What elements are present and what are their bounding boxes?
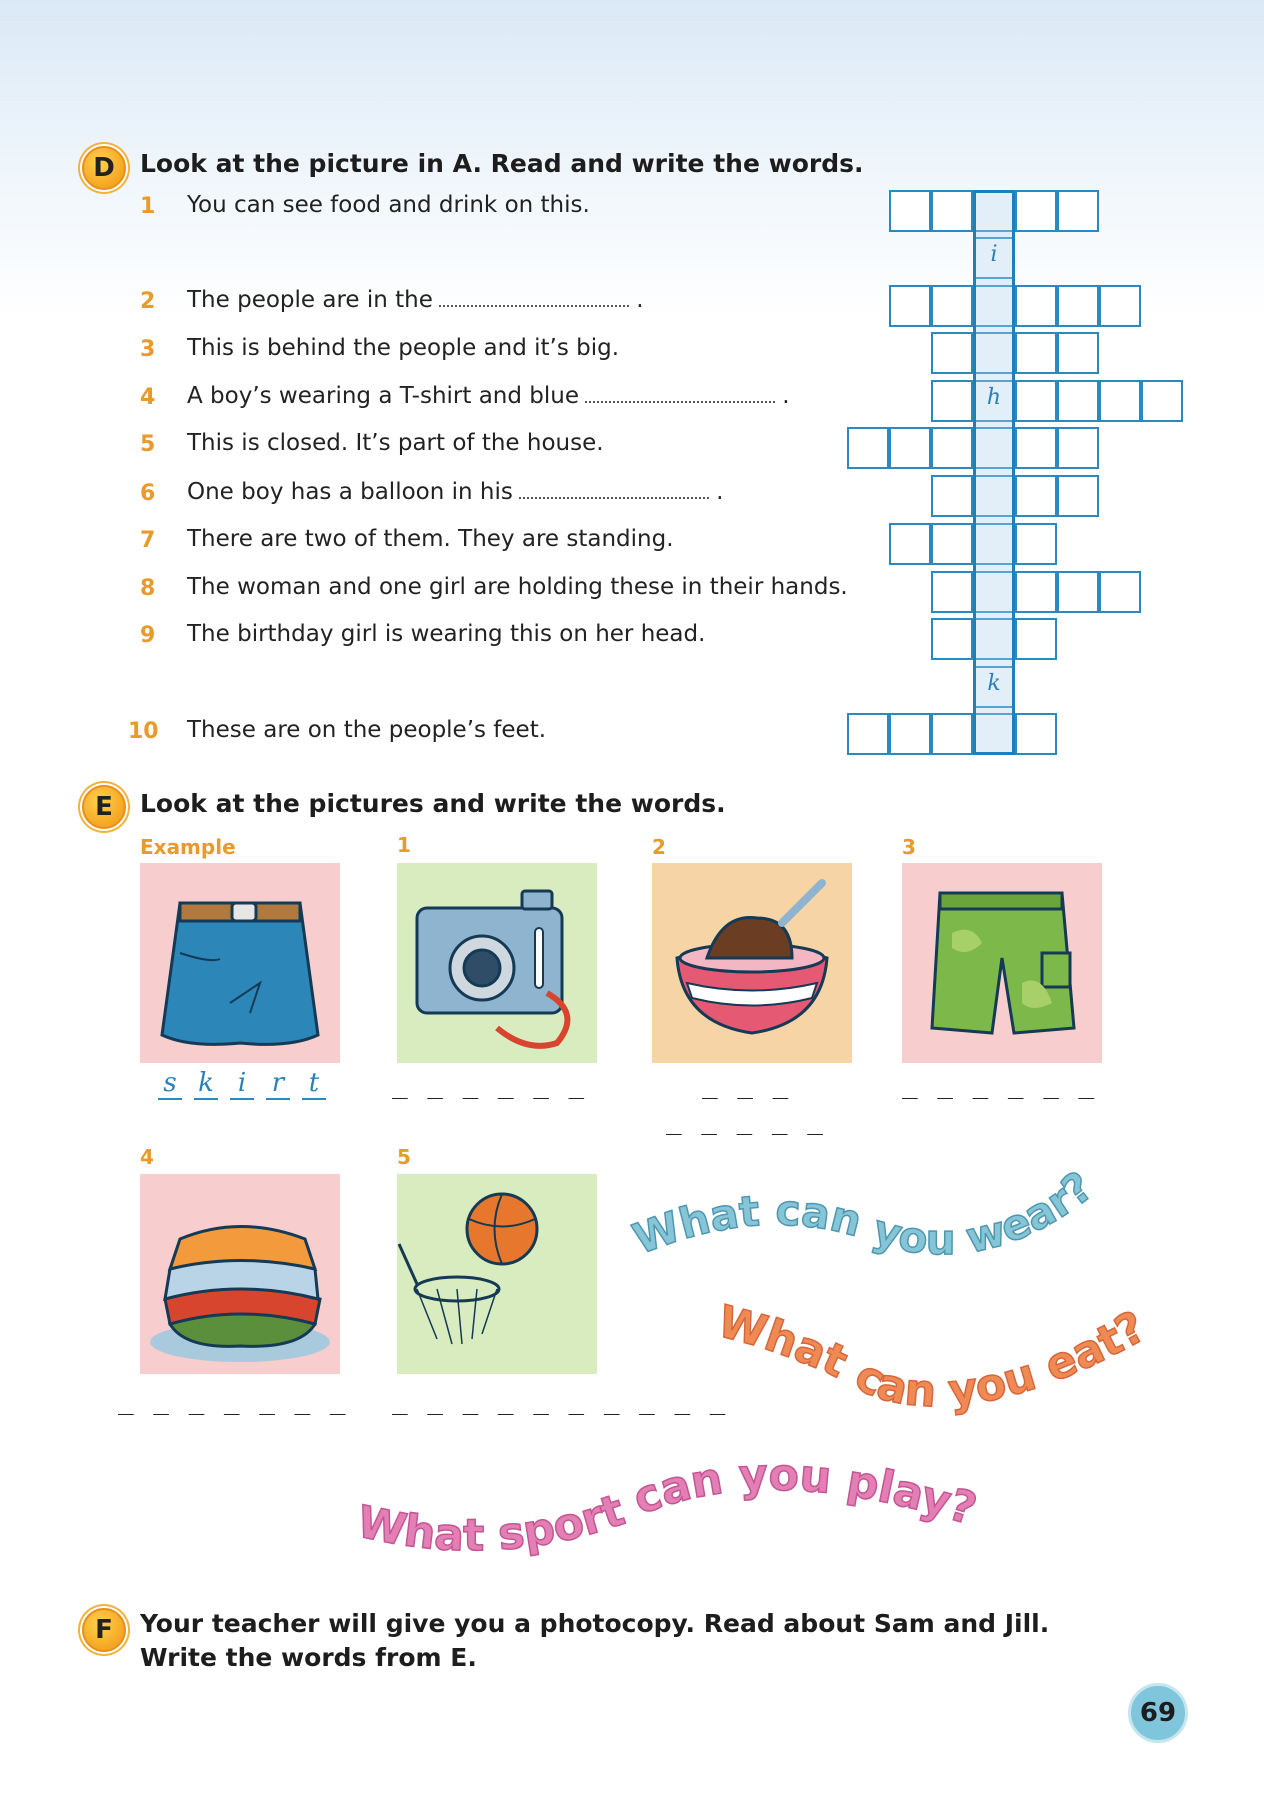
crossword-cell[interactable] — [1015, 332, 1057, 374]
crossword-cell[interactable] — [889, 190, 931, 232]
crossword-cell[interactable] — [1057, 427, 1099, 469]
clothes-pile-picture — [140, 1174, 340, 1374]
answer-letter: s — [158, 1068, 182, 1100]
question-text: A boy’s wearing a T-shirt and blue . — [187, 383, 790, 409]
crossword-cell[interactable] — [1015, 618, 1057, 660]
question-text: These are on the people’s feet. — [187, 717, 547, 743]
wear-phrase — [620, 1150, 1140, 1280]
question-number: 4 — [140, 385, 156, 410]
sport-phrase-text: What sport can you play? — [352, 1449, 983, 1562]
item-number: 1 — [397, 833, 411, 857]
answer-blanks[interactable]: _ _ _ _ _ — [666, 1106, 825, 1136]
answer-letter: t — [302, 1068, 326, 1100]
crossword-cell[interactable] — [931, 285, 973, 327]
crossword-cell[interactable] — [889, 285, 931, 327]
crossword-cell[interactable] — [847, 713, 889, 755]
skirt-picture — [140, 863, 340, 1063]
example-answer — [158, 1068, 326, 1100]
crossword-cell[interactable] — [889, 427, 931, 469]
question-text: One boy has a balloon in his . — [187, 479, 724, 505]
crossword-cell[interactable] — [1099, 380, 1141, 422]
question-number: 3 — [140, 337, 156, 362]
question-number: 1 — [140, 194, 156, 219]
crossword-cell[interactable] — [1015, 571, 1057, 613]
question-number: 9 — [140, 623, 156, 648]
crossword-cell[interactable] — [1057, 332, 1099, 374]
page-number: 69 — [1128, 1683, 1188, 1743]
crossword-cell[interactable] — [931, 571, 973, 613]
answer-dotted-line[interactable] — [519, 481, 709, 499]
svg-text:What sport can you play? — [353, 1450, 982, 1562]
ice-cream-bowl-picture — [652, 863, 852, 1063]
section-f-badge: F — [82, 1608, 126, 1652]
wear-phrase-text: What can you wear? — [626, 1161, 1102, 1265]
crossword-cell[interactable] — [1015, 713, 1057, 755]
question-number: 10 — [128, 719, 159, 744]
crossword-cell[interactable] — [1099, 285, 1141, 327]
crossword-cell[interactable] — [889, 713, 931, 755]
answer-dotted-line[interactable] — [585, 385, 775, 403]
eat-phrase — [700, 1295, 1180, 1445]
crossword-cell[interactable] — [1141, 380, 1183, 422]
item-number: 5 — [397, 1145, 411, 1169]
crossword-cell[interactable] — [931, 332, 973, 374]
answer-dotted-line[interactable] — [439, 289, 629, 307]
question-text: This is closed. It’s part of the house. — [187, 430, 604, 456]
question-text-content: One boy has a balloon in his — [187, 479, 513, 505]
crossword-cell[interactable] — [931, 618, 973, 660]
camera-picture — [397, 863, 597, 1063]
section-f-line2: Write the words from E. — [140, 1643, 477, 1672]
crossword-cell[interactable] — [1015, 285, 1057, 327]
item-number: 3 — [902, 835, 916, 859]
crossword-cell[interactable] — [1099, 571, 1141, 613]
question-number: 7 — [140, 528, 156, 553]
example-label: Example — [140, 835, 236, 859]
crossword-cell[interactable] — [1015, 475, 1057, 517]
answer-blanks[interactable]: _ _ _ _ _ _ _ — [118, 1386, 348, 1416]
section-d-heading: Look at the picture in A. Read and write the words. — [140, 149, 864, 178]
question-number: 8 — [140, 576, 156, 601]
shorts-picture — [902, 863, 1102, 1063]
crossword-cell[interactable] — [1015, 427, 1057, 469]
item-number: 4 — [140, 1145, 154, 1169]
svg-text:What can you eat? — [712, 1296, 1154, 1418]
crossword-cell[interactable] — [1015, 523, 1057, 565]
answer-blanks[interactable]: _ _ _ — [702, 1070, 791, 1100]
crossword-cell[interactable] — [1057, 571, 1099, 613]
answer-blanks[interactable]: _ _ _ _ _ _ — [392, 1070, 587, 1100]
question-text: There are two of them. They are standing. — [187, 526, 674, 552]
crossword-cell[interactable] — [1057, 285, 1099, 327]
crossword-cell[interactable] — [1015, 190, 1057, 232]
section-f-line1: Your teacher will give you a photocopy. Read about Sam and Jill. — [140, 1609, 1050, 1638]
crossword-cell[interactable] — [1057, 475, 1099, 517]
question-number: 5 — [140, 432, 156, 457]
crossword-letter: h — [986, 385, 1002, 410]
crossword-letter: k — [987, 671, 1001, 696]
question-text: The woman and one girl are holding these in their hands. — [187, 574, 848, 600]
question-text: The birthday girl is wearing this on her head. — [187, 621, 706, 647]
crossword-cell[interactable] — [1057, 190, 1099, 232]
item-number: 2 — [652, 835, 666, 859]
crossword-letter: i — [990, 242, 998, 267]
answer-letter: k — [194, 1068, 218, 1100]
sport-phrase — [340, 1440, 1020, 1600]
answer-letter: i — [230, 1068, 254, 1100]
question-text: This is behind the people and it’s big. — [187, 335, 620, 361]
crossword-cell[interactable] — [889, 523, 931, 565]
section-e-badge: E — [82, 785, 126, 829]
crossword-cell[interactable] — [1015, 380, 1057, 422]
crossword-cell[interactable] — [931, 523, 973, 565]
crossword-cell[interactable] — [931, 190, 973, 232]
svg-text:What can you wear? — [627, 1162, 1102, 1264]
question-number: 6 — [140, 481, 156, 506]
answer-blanks[interactable]: _ _ _ _ _ _ _ _ _ _ — [392, 1386, 728, 1416]
crossword-cell[interactable] — [931, 427, 973, 469]
crossword-cell[interactable] — [931, 475, 973, 517]
question-text: The people are in the . — [187, 287, 644, 313]
section-e-heading: Look at the pictures and write the words. — [140, 789, 726, 818]
answer-blanks[interactable]: _ _ _ _ _ _ — [902, 1070, 1097, 1100]
basketball-picture — [397, 1174, 597, 1374]
section-d-badge: D — [82, 146, 126, 190]
crossword-cell[interactable] — [931, 713, 973, 755]
crossword-cell[interactable] — [931, 380, 973, 422]
question-number: 2 — [140, 289, 156, 314]
question-text-content: A boy’s wearing a T-shirt and blue — [187, 383, 579, 409]
crossword-cell[interactable] — [847, 427, 889, 469]
question-text-content: The people are in the — [187, 287, 433, 313]
question-text: You can see food and drink on this. — [187, 192, 590, 218]
crossword-cell[interactable] — [1057, 380, 1099, 422]
answer-letter: r — [266, 1068, 290, 1100]
eat-phrase-text: What can you eat? — [712, 1296, 1155, 1418]
